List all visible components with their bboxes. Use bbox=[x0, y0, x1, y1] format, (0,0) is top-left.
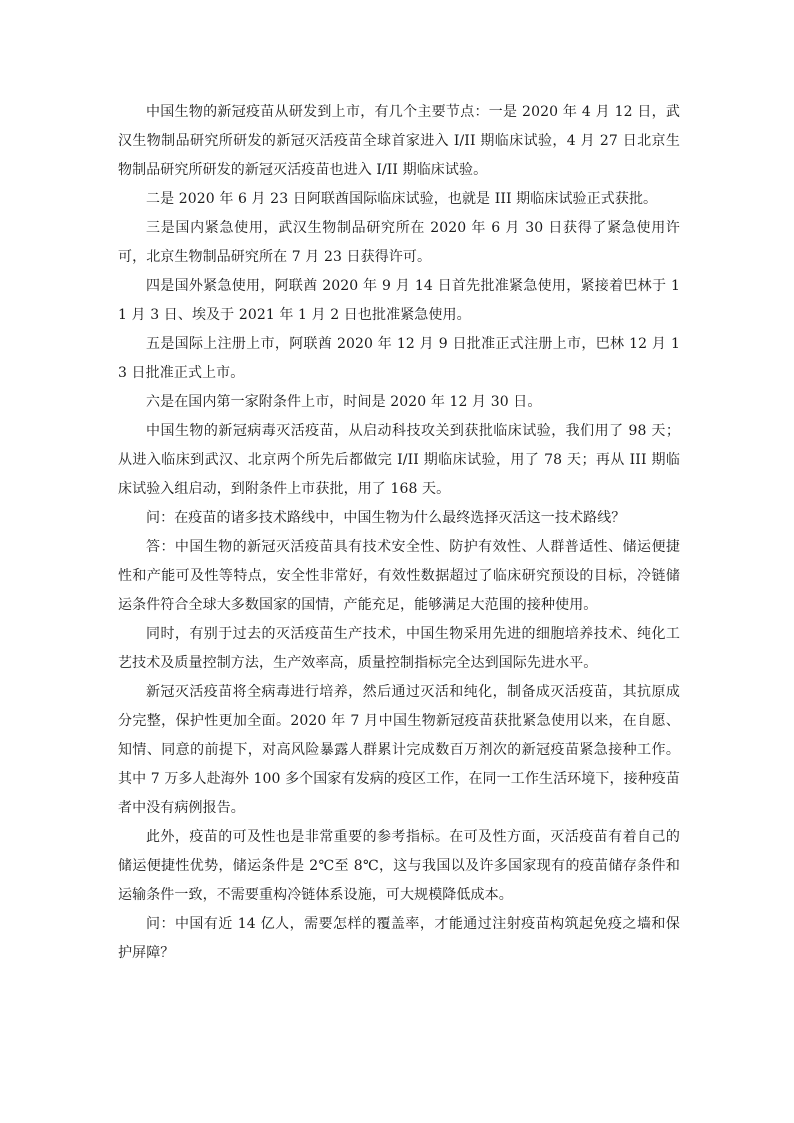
paragraph-question-coverage: 问：中国有近 14 亿人，需要怎样的覆盖率，才能通过注射疫苗构筑起免疫之墙和保护屏障？ bbox=[118, 916, 680, 961]
paragraph-milestone-two: 二是 2020 年 6 月 23 日阿联酋国际临床试验，也就是 III 期临床试验正式获批。 bbox=[146, 191, 658, 207]
paragraph-milestone-four: 四是国外紧急使用，阿联酋 2020 年 9 月 14 日首先批准紧急使用，紧接着巴林于 11 月 3 日、埃及于 2021 年 1 月 2 日也批准紧急使用。 bbox=[118, 278, 680, 323]
document-body bbox=[118, 98, 680, 968]
paragraph-milestone-five: 五是国际上注册上市，阿联酋 2020 年 12 月 9 日批准正式注册上市，巴林 12 月 13 日批准正式上市。 bbox=[118, 336, 680, 381]
paragraph-question-technology: 问：在疫苗的诸多技术路线中，中国生物为什么最终选择灭活这一技术路线？ bbox=[146, 510, 626, 526]
paragraph-milestone-six: 六是在国内第一家附条件上市，时间是 2020 年 12 月 30 日。 bbox=[146, 394, 542, 410]
paragraph-timeline-summary: 中国生物的新冠病毒灭活疫苗，从启动科技攻关到获批临床试验，我们用了 98 天；从进入临床到武汉、北京两个所先后都做完 I/II 期临床试验，用了 78 天；再从 III 期临床试验入组启动，到附条件上市获批，用了 168 天。 bbox=[118, 423, 680, 497]
paragraph-answer-technology: 答：中国生物的新冠灭活疫苗具有技术安全性、防护有效性、人群普适性、储运便捷性和产能可及性等特点，安全性非常好，有效性数据超过了临床研究预设的目标，冷链储运条件符合全球大多数国家的国情，产能充足，能够满足大范围的接种使用。 bbox=[118, 539, 680, 613]
paragraph-milestones-intro: 中国生物的新冠疫苗从研发到上市，有几个主要节点：一是 2020 年 4 月 12 日，武汉生物制品研究所研发的新冠灭活疫苗全球首家进入 I/II 期临床试验，4 月 27 日北京生物制品研究所研发的新冠灭活疫苗也进入 I/II 期临床试验。 bbox=[118, 104, 680, 178]
paragraph-accessibility: 此外，疫苗的可及性也是非常重要的参考指标。在可及性方面，灭活疫苗有着自己的储运便捷性优势，储运条件是 2℃至 8℃，这与我国以及许多国家现有的疫苗储存条件和运输条件一致，不需要重构冷链体系设施，可大规模降低成本。 bbox=[118, 829, 680, 903]
paragraph-milestone-three: 三是国内紧急使用，武汉生物制品研究所在 2020 年 6 月 30 日获得了紧急使用许可，北京生物制品研究所在 7 月 23 日获得许可。 bbox=[118, 220, 680, 265]
paragraph-production-technique: 同时，有别于过去的灭活疫苗生产技术，中国生物采用先进的细胞培养技术、纯化工艺技术及质量控制方法，生产效率高，质量控制指标完全达到国际先进水平。 bbox=[118, 626, 680, 671]
paragraph-vaccine-process: 新冠灭活疫苗将全病毒进行培养，然后通过灭活和纯化，制备成灭活疫苗，其抗原成分完整，保护性更加全面。2020 年 7 月中国生物新冠疫苗获批紧急使用以来，在自愿、知情、同意的前提下，对高风险暴露人群累计完成数百万剂次的新冠疫苗紧急接种工作。其中 7 万多人赴海外 100 多个国家有发病的疫区工作，在同一工作生活环境下，接种疫苗者中没有病例报告。 bbox=[118, 684, 680, 816]
